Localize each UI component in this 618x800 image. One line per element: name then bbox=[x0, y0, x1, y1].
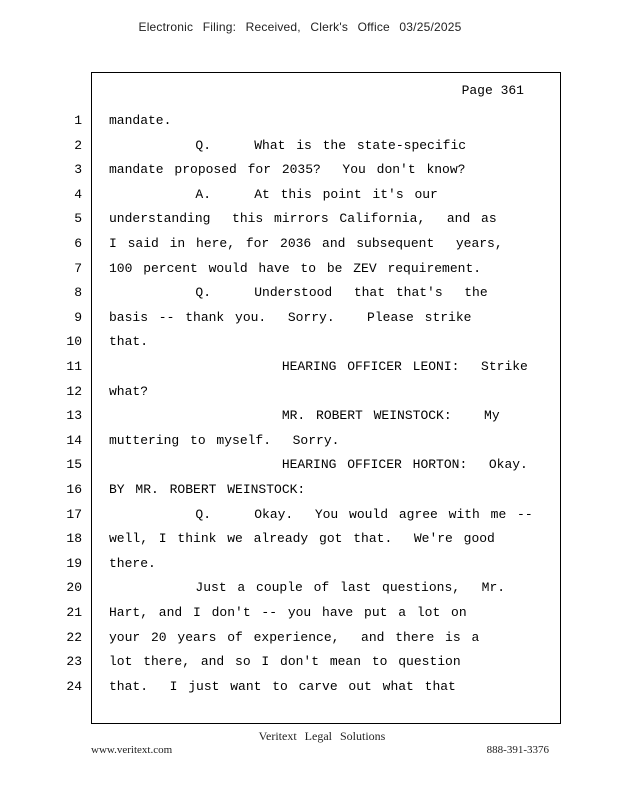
line-text: BY MR. ROBERT WEINSTOCK: bbox=[109, 482, 306, 497]
page-number: Page 361 bbox=[461, 83, 524, 98]
line-text: Hart, and I don't -- you have put a lot on bbox=[109, 605, 467, 620]
line-text: what? bbox=[109, 384, 149, 399]
line-text: Just a couple of last questions, Mr. bbox=[109, 580, 506, 595]
line-number: 13 bbox=[66, 408, 82, 423]
line-number: 16 bbox=[66, 482, 82, 497]
line-number: 17 bbox=[66, 507, 82, 522]
line-number: 21 bbox=[66, 605, 82, 620]
line-text: I said in here, for 2036 and subsequent years, bbox=[109, 236, 503, 251]
line-text: 100 percent would have to be ZEV requirement. bbox=[109, 261, 482, 276]
line-text: A. At this point it's our bbox=[109, 187, 438, 202]
line-number: 8 bbox=[74, 285, 82, 300]
line-text: Q. Understood that that's the bbox=[109, 285, 488, 300]
line-number: 5 bbox=[74, 211, 82, 226]
footer-phone: 888-391-3376 bbox=[486, 744, 549, 756]
line-text: understanding this mirrors California, and as bbox=[109, 211, 497, 226]
line-number: 23 bbox=[66, 654, 82, 669]
line-text: basis -- thank you. Sorry. Please strike bbox=[109, 310, 472, 325]
line-text: HEARING OFFICER HORTON: Okay. bbox=[109, 457, 528, 472]
line-number: 3 bbox=[74, 162, 82, 177]
line-text: Q. Okay. You would agree with me -- bbox=[109, 507, 533, 522]
line-number: 20 bbox=[66, 580, 82, 595]
line-text: muttering to myself. Sorry. bbox=[109, 433, 340, 448]
line-number: 14 bbox=[66, 433, 82, 448]
line-number: 18 bbox=[66, 531, 82, 546]
line-number: 12 bbox=[66, 384, 82, 399]
line-text: that. bbox=[109, 334, 149, 349]
line-number: 9 bbox=[74, 310, 82, 325]
line-text: well, I think we already got that. We're good bbox=[109, 531, 495, 546]
line-text: mandate. bbox=[109, 113, 172, 128]
footer-company: Veritext Legal Solutions bbox=[258, 729, 386, 743]
line-number: 1 bbox=[74, 113, 82, 128]
line-number: 19 bbox=[66, 556, 82, 571]
line-number: 15 bbox=[66, 457, 82, 472]
line-number: 6 bbox=[74, 236, 82, 251]
line-text: your 20 years of experience, and there is a bbox=[109, 630, 480, 645]
line-number: 10 bbox=[66, 334, 82, 349]
electronic-filing-header: Electronic Filing: Received, Clerk's Office 03/25/2025 bbox=[138, 20, 462, 34]
line-text: mandate proposed for 2035? You don't know? bbox=[109, 162, 466, 177]
line-number: 11 bbox=[66, 359, 82, 374]
line-number: 4 bbox=[74, 187, 82, 202]
line-number: 2 bbox=[74, 138, 82, 153]
line-text: HEARING OFFICER LEONI: Strike bbox=[109, 359, 528, 374]
line-text: Q. What is the state-specific bbox=[109, 138, 467, 153]
line-number: 7 bbox=[74, 261, 82, 276]
line-text: there. bbox=[109, 556, 156, 571]
line-text: MR. ROBERT WEINSTOCK: My bbox=[109, 408, 500, 423]
line-text: that. I just want to carve out what that bbox=[109, 679, 456, 694]
line-number: 24 bbox=[66, 679, 82, 694]
line-number: 22 bbox=[66, 630, 82, 645]
footer-website: www.veritext.com bbox=[91, 744, 173, 756]
line-text: lot there, and so I don't mean to question bbox=[109, 654, 461, 669]
